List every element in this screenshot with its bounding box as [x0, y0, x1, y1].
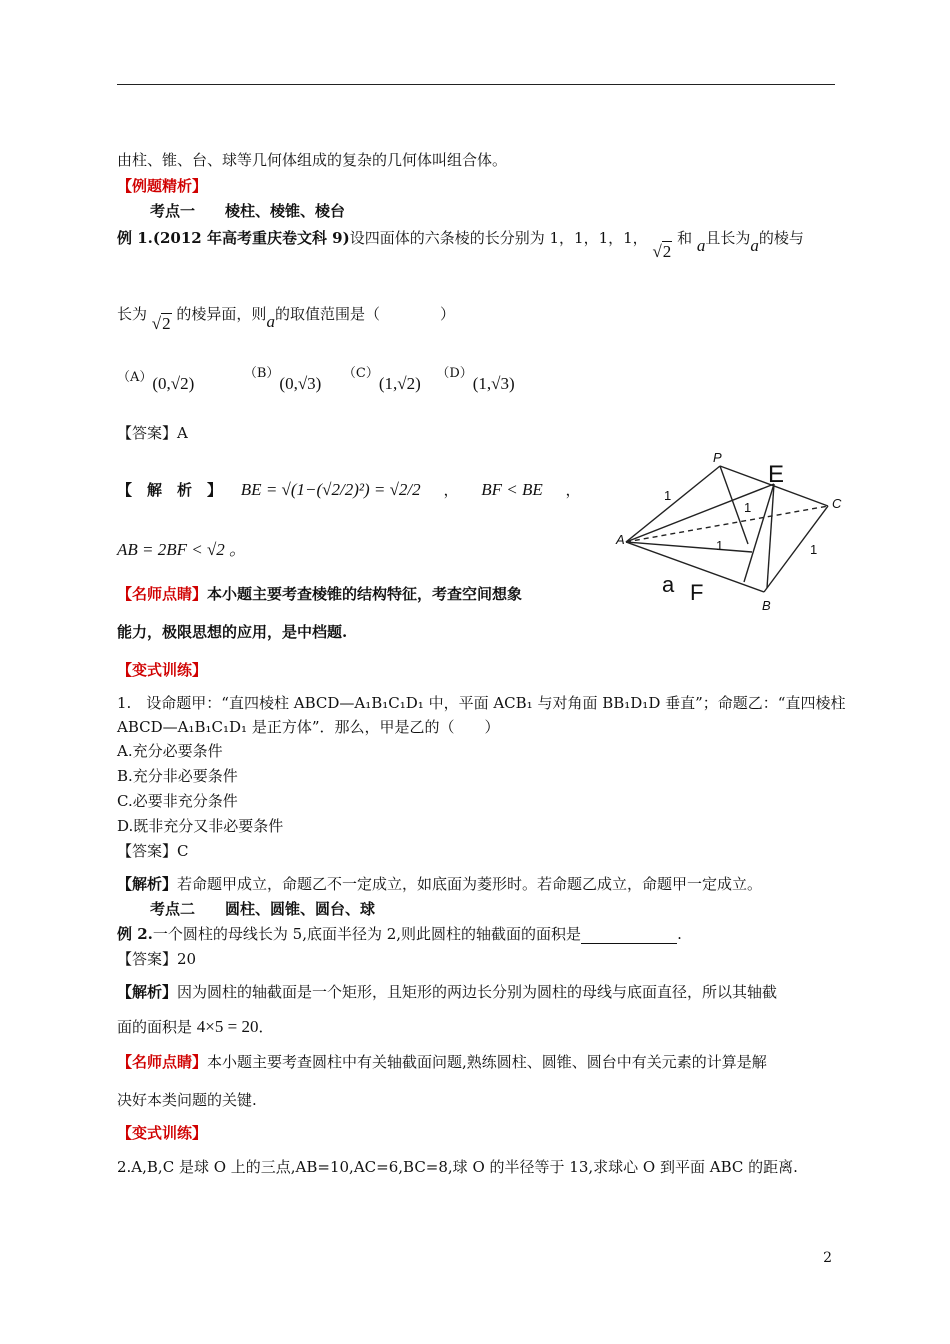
option-a-value: (0,√2): [152, 374, 195, 393]
solution-1-label: 【 解 析 】: [117, 481, 223, 499]
example-1-line-1: [117, 228, 804, 261]
solution-2-math: 4×5 = 20: [196, 1017, 259, 1036]
question-2: 2.A,B,C 是球 O 上的三点,AB=10,AC=6,BC=8,球 O 的半径等于 13,求球心 O 到平面 ABC 的距离.: [117, 1158, 798, 1176]
solution-1-bf: BF < BE: [481, 480, 543, 499]
label-p: P: [713, 452, 722, 465]
option-a-label: （A）: [117, 370, 153, 385]
tip-1-text: 本小题主要考查棱锥的结构特征，考查空间想象: [207, 585, 523, 603]
segment-e-f: [744, 484, 774, 582]
var-a-2: a: [750, 236, 759, 255]
example-1-line-2-c: 的取值范围是（ ）: [274, 305, 455, 323]
answer-1: 【答案】A: [117, 424, 188, 442]
sqrt2-math-2: √2: [151, 314, 171, 333]
solution-1-comma: ，: [443, 481, 459, 499]
tip-1-line-2: 能力，极限思想的应用，是中档题.: [117, 623, 348, 641]
example-1-label: 例 1.: [117, 229, 153, 247]
solution-2-label: 【解析】: [117, 983, 178, 1001]
label-edge-1-pb: 1: [744, 500, 752, 515]
solution-2-end: ．: [258, 1018, 274, 1036]
example-2-text: 一个圆柱的母线长为 5,底面半径为 2,则此圆柱的轴截面的面积是: [152, 925, 582, 943]
option-b-value: (0,√3): [279, 374, 322, 393]
label-a: A: [616, 532, 625, 547]
header-rule: [117, 84, 835, 85]
sqrt2-math-1: √2: [652, 242, 672, 261]
edge-cb: [764, 506, 828, 592]
var-a-1: a: [696, 236, 706, 255]
intro-line: 由柱、锥、台、球等几何体组成的复杂的几何体叫组合体。: [117, 151, 508, 169]
options-line: [117, 366, 515, 393]
example-1-text-c: 的棱与: [758, 229, 804, 247]
question-1-solution-text: 若命题甲成立，命题乙不一定成立，如底面为菱形时。若命题乙成立，命题甲一定成立。: [177, 875, 763, 893]
example-1-and: 和: [677, 229, 693, 247]
tip-1-label: 【名师点睛】: [117, 585, 208, 603]
question-1-answer: 【答案】C: [117, 842, 189, 860]
option-d-label: （D）: [436, 366, 473, 381]
example-1-text-b: 且长为: [705, 229, 751, 247]
segment-eb: [767, 484, 774, 588]
question-1-option-a: A.充分必要条件: [117, 742, 223, 760]
example-1-text-a: 设四面体的六条棱的长分别为 1，1，1，1，: [349, 229, 648, 247]
example-1-line-2-a: 长为: [117, 305, 148, 323]
option-d-value: (1,√3): [472, 374, 515, 393]
solution-1-ab: AB = 2BF < √2 。: [117, 540, 247, 559]
question-1-option-d: D.既非充分又非必要条件: [117, 817, 284, 835]
label-c: C: [832, 496, 842, 511]
example-2-end: .: [677, 925, 682, 943]
tip-2-label: 【名师点睛】: [117, 1053, 208, 1071]
question-1-solution-label: 【解析】: [117, 875, 178, 893]
option-c-label: （C）: [342, 366, 379, 381]
var-a-3: a: [266, 312, 275, 331]
solution-2-text: 因为圆柱的轴截面是一个矩形，且矩形的两边长分别为圆柱的母线与底面直径，所以其轴截: [177, 983, 778, 1001]
solution-2-line-2: [117, 1017, 274, 1037]
solution-2-line-1: [117, 982, 777, 1002]
tetrahedron-figure: [612, 452, 852, 622]
answer-2: 【答案】20: [117, 950, 197, 968]
question-1-solution: [117, 874, 762, 894]
variant-training-2-heading: 【变式训练】: [117, 1124, 208, 1142]
variant-training-1-heading: 【变式训练】: [117, 661, 208, 679]
label-edge-1-ap: 1: [664, 488, 672, 503]
label-edge-1-mid: 1: [716, 538, 724, 553]
label-e: E: [768, 461, 785, 488]
example-1-source: (2012 年高考重庆卷文科 9): [152, 229, 350, 247]
solution-1-line-1: 【 解 析 】 BE = √(1−(√2/2)²) = √2/2 ， BF < BE ，: [117, 480, 581, 499]
question-1-option-c: C.必要非充分条件: [117, 792, 238, 810]
edge-ap: [626, 466, 720, 542]
tip-2-line-2: 决好本类问题的关键.: [117, 1091, 257, 1109]
label-f: F: [690, 580, 704, 605]
example-1-line-2: [117, 304, 455, 333]
edge-ac: [626, 506, 828, 542]
tip-2-text: 本小题主要考查圆柱中有关轴截面问题,熟练圆柱、圆锥、圆台中有关元素的计算是解: [207, 1053, 767, 1071]
tip-1-line-1: [117, 584, 522, 604]
option-c-value: (1,√2): [378, 374, 421, 393]
segment-a-mid: [626, 542, 752, 552]
label-a-small: a: [662, 572, 675, 597]
label-edge-1-cb: 1: [810, 542, 818, 557]
topic-2-heading: 考点二 圆柱、圆锥、圆台、球: [150, 900, 376, 918]
section-examples-heading: 【例题精析】: [117, 177, 208, 195]
tip-2-line-1: [117, 1052, 767, 1072]
example-2-line: [117, 924, 682, 944]
question-1-option-b: B.充分非必要条件: [117, 767, 238, 785]
question-1-line-1: 1. 设命题甲：“直四棱柱 ABCD—A₁B₁C₁D₁ 中，平面 ACB₁ 与对角面 BB₁D₁D 垂直”；命题乙：“直四棱柱: [117, 694, 846, 712]
page-number: 2: [823, 1250, 832, 1266]
topic-1-heading: 考点一 棱柱、棱锥、棱台: [150, 202, 346, 220]
question-1-line-2: ABCD—A₁B₁C₁D₁ 是正方体”．那么，甲是乙的（ ）: [117, 718, 500, 736]
example-2-label: 例 2.: [117, 925, 153, 943]
example-1-line-2-b: 的棱异面，则: [176, 305, 267, 323]
segment-ea: [626, 484, 774, 542]
example-2-answer-blank: [581, 929, 677, 944]
solution-1-be: BE = √(1−(√2/2)²) = √2/2: [240, 480, 421, 499]
solution-2-text-2: 面的面积是: [117, 1018, 193, 1036]
option-b-label: （B）: [243, 366, 280, 381]
label-b: B: [762, 598, 771, 613]
